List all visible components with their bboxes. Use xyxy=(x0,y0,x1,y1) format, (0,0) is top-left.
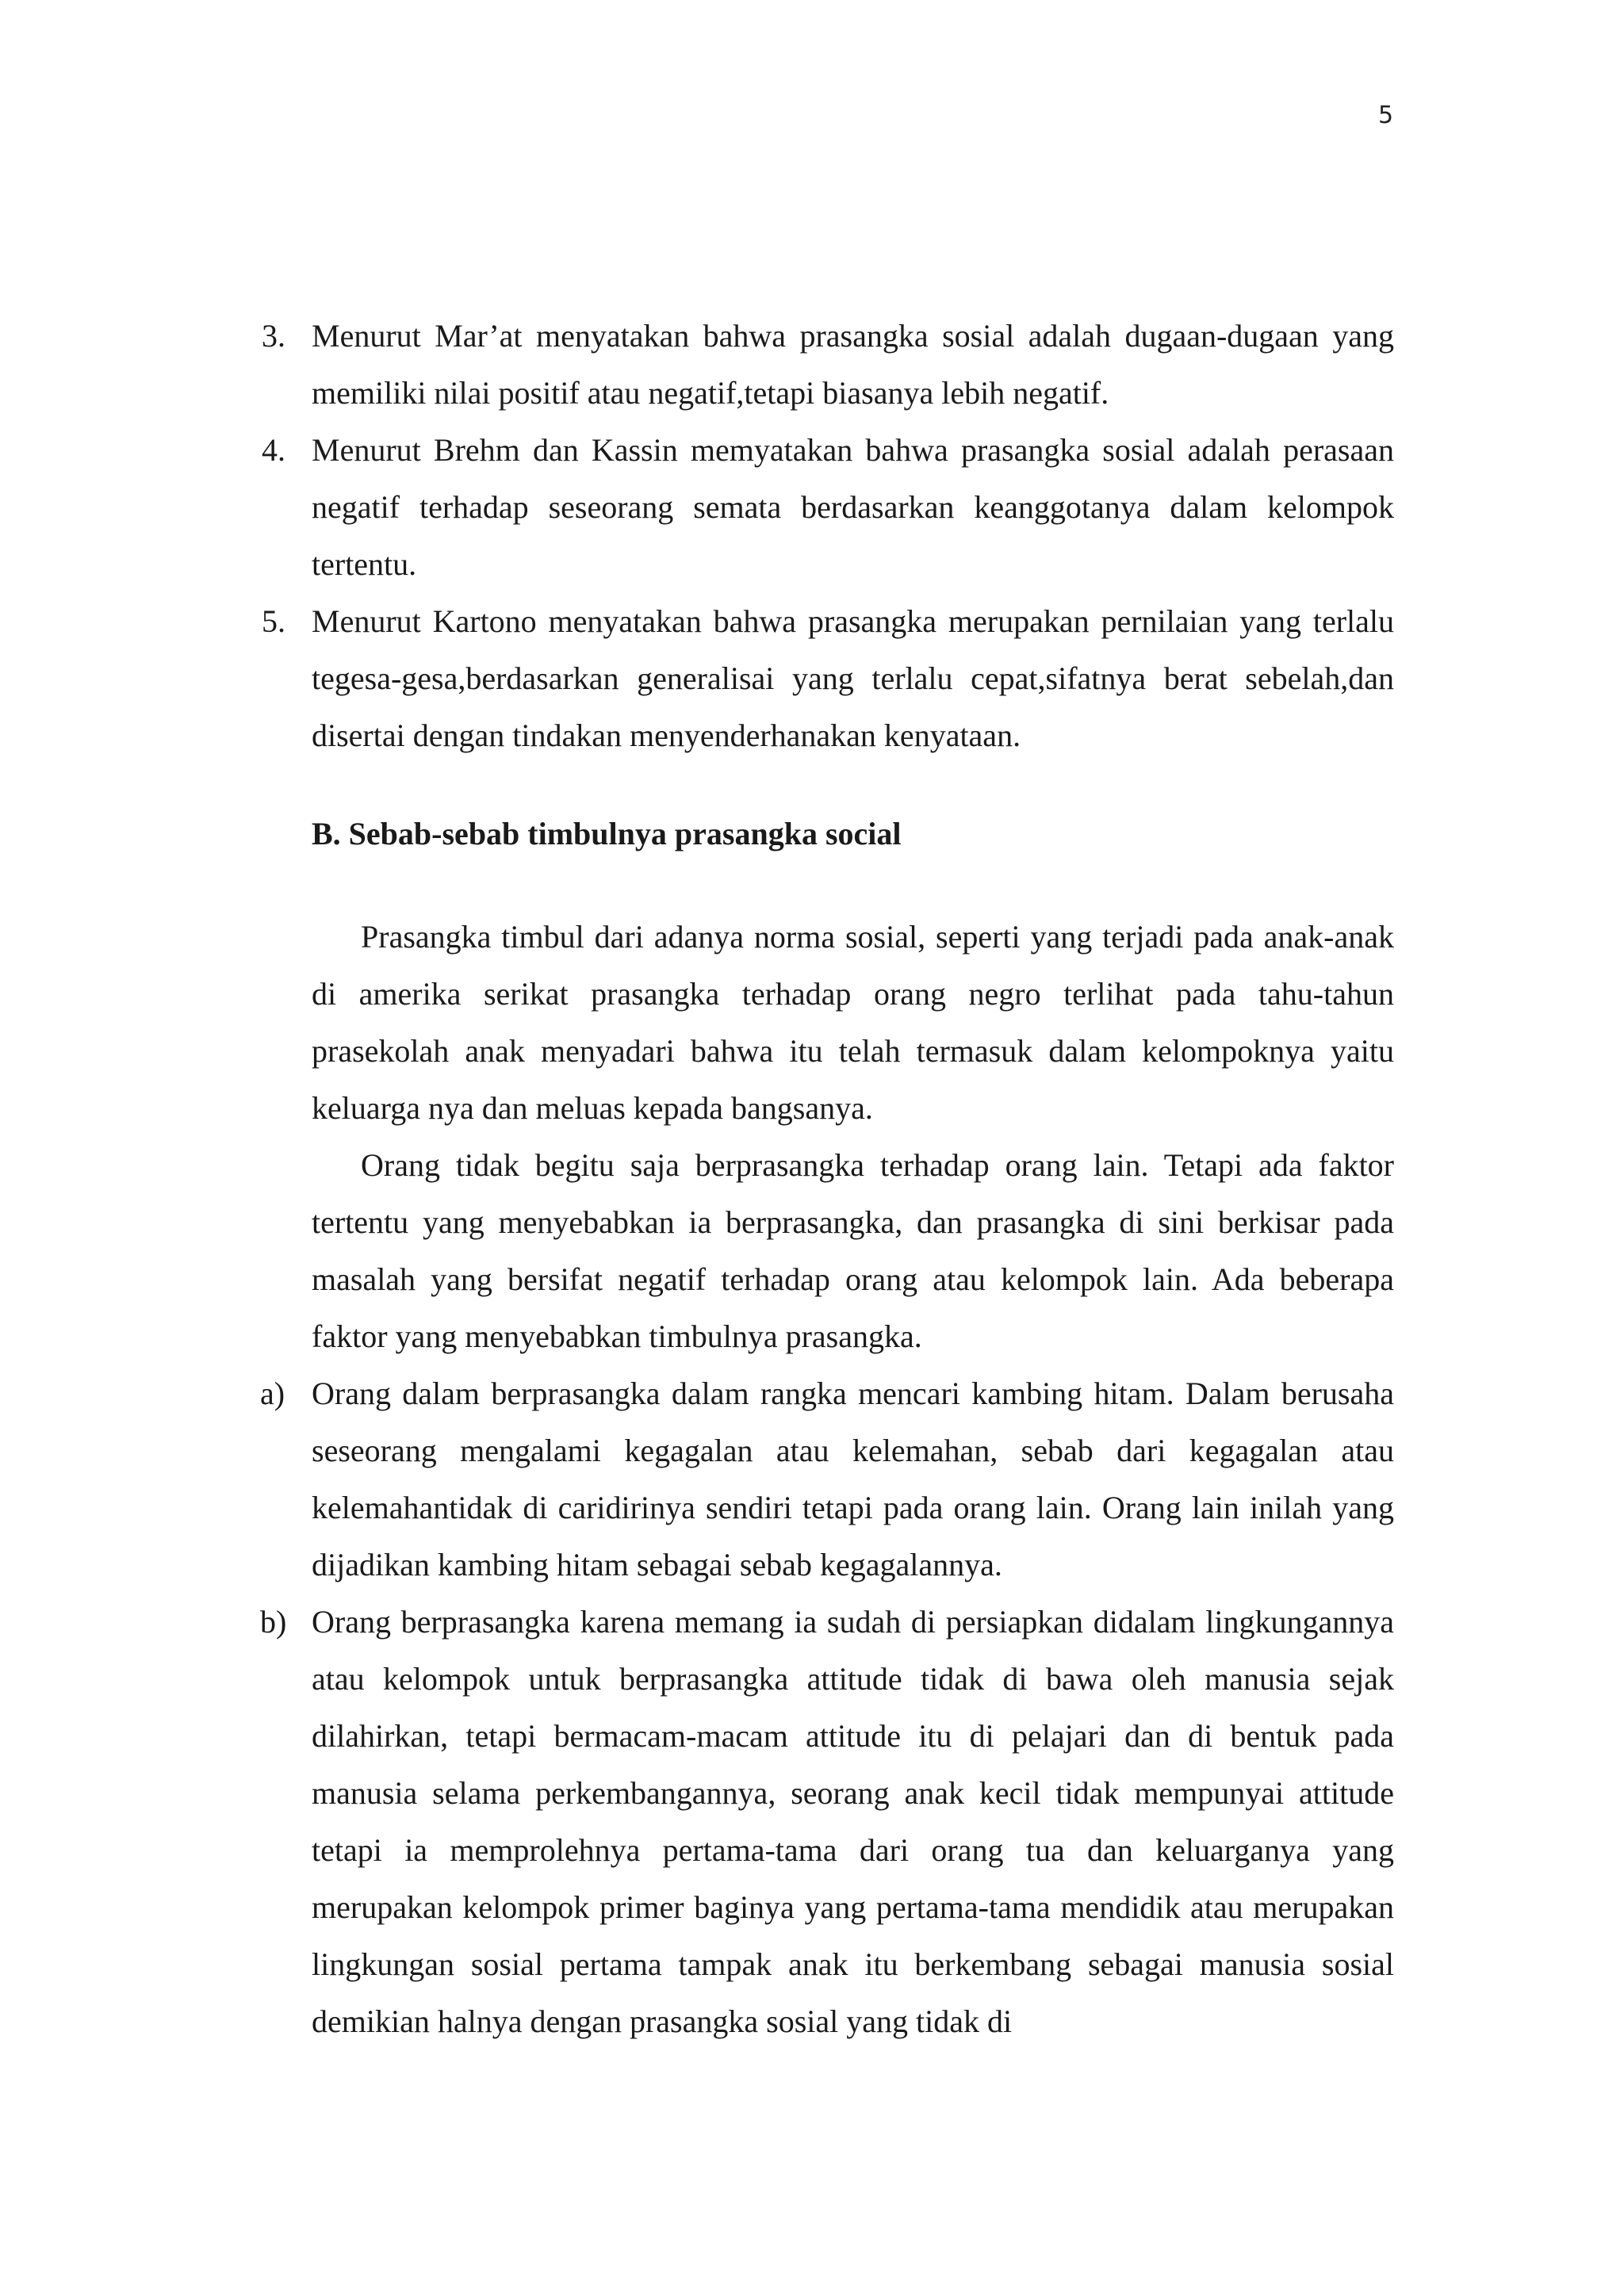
document-body xyxy=(262,308,1394,2050)
list-item-text: Orang dalam berprasangka dalam rangka mencari kambing hitam. Dalam berusaha seseorang mengalami kegagalan atau kelemahan, sebab dari kegagalan atau kelemahantidak di caridirinya sendiri tetapi pada orang lain. Orang lain inilah yang dijadikan kambing hitam sebagai sebab kegagalannya. xyxy=(312,1376,1394,1582)
list-item-text: Menurut Kartono menyatakan bahwa prasangka merupakan pernilaian yang terlalu tegesa-gesa,berdasarkan generalisai yang terlalu cepat,sifatnya berat sebelah,dan disertai dengan tindakan menyenderhanakan kenyataan. xyxy=(312,603,1394,753)
list-marker: a) xyxy=(260,1376,285,1411)
factor-item-a xyxy=(262,1365,1394,1594)
list-item-text: Orang berprasangka karena memang ia sudah di persiapkan didalam lingkungannya atau kelompok untuk berprasangka attitude tidak di bawa oleh manusia sejak dilahirkan, tetapi bermacam-macam attitude itu di pelajari dan di bentuk pada manusia selama perkembangannya, seorang anak kecil tidak mempunyai attitude tetapi ia memprolehnya pertama-tama dari orang tua dan keluarganya yang merupakan kelompok primer baginya yang pertama-tama mendidik atau merupakan lingkungan sosial pertama tampak anak itu berkembang sebagai manusia sosial demikian halnya dengan prasangka sosial yang tidak di xyxy=(312,1604,1394,2039)
list-marker: 4. xyxy=(262,432,285,468)
list-item-text: Menurut Mar’at menyatakan bahwa prasangka sosial adalah dugaan-dugaan yang memiliki nilai positif atau negatif,tetapi biasanya lebih negatif. xyxy=(312,318,1394,411)
numbered-item-4 xyxy=(262,422,1394,593)
list-item-text: Menurut Brehm dan Kassin memyatakan bahwa prasangka sosial adalah perasaan negatif terhadap seseorang semata berdasarkan keanggotanya dalam kelompok tertentu. xyxy=(312,432,1394,582)
paragraph: Prasangka timbul dari adanya norma sosial, seperti yang terjadi pada anak-anak di amerika serikat prasangka terhadap orang negro terlihat pada tahu-tahun prasekolah anak menyadari bahwa itu telah termasuk dalam kelompoknya yaitu keluarga nya dan meluas kepada bangsanya. xyxy=(312,919,1394,1126)
numbered-item-5 xyxy=(262,593,1394,764)
page-number: 5 xyxy=(1378,101,1394,129)
numbered-item-3 xyxy=(262,308,1394,422)
list-marker: b) xyxy=(260,1604,287,1640)
list-marker: 3. xyxy=(262,318,285,354)
factor-item-b xyxy=(262,1594,1394,2050)
paragraph: Orang tidak begitu saja berprasangka terhadap orang lain. Tetapi ada faktor tertentu yang menyebabkan ia berprasangka, dan prasangka di sini berkisar pada masalah yang bersifat negatif terhadap orang atau kelompok lain. Ada beberapa faktor yang menyebabkan timbulnya prasangka. xyxy=(312,1147,1394,1354)
section-heading: B. Sebab-sebab timbulnya prasangka social xyxy=(312,816,902,851)
list-marker: 5. xyxy=(262,603,285,639)
